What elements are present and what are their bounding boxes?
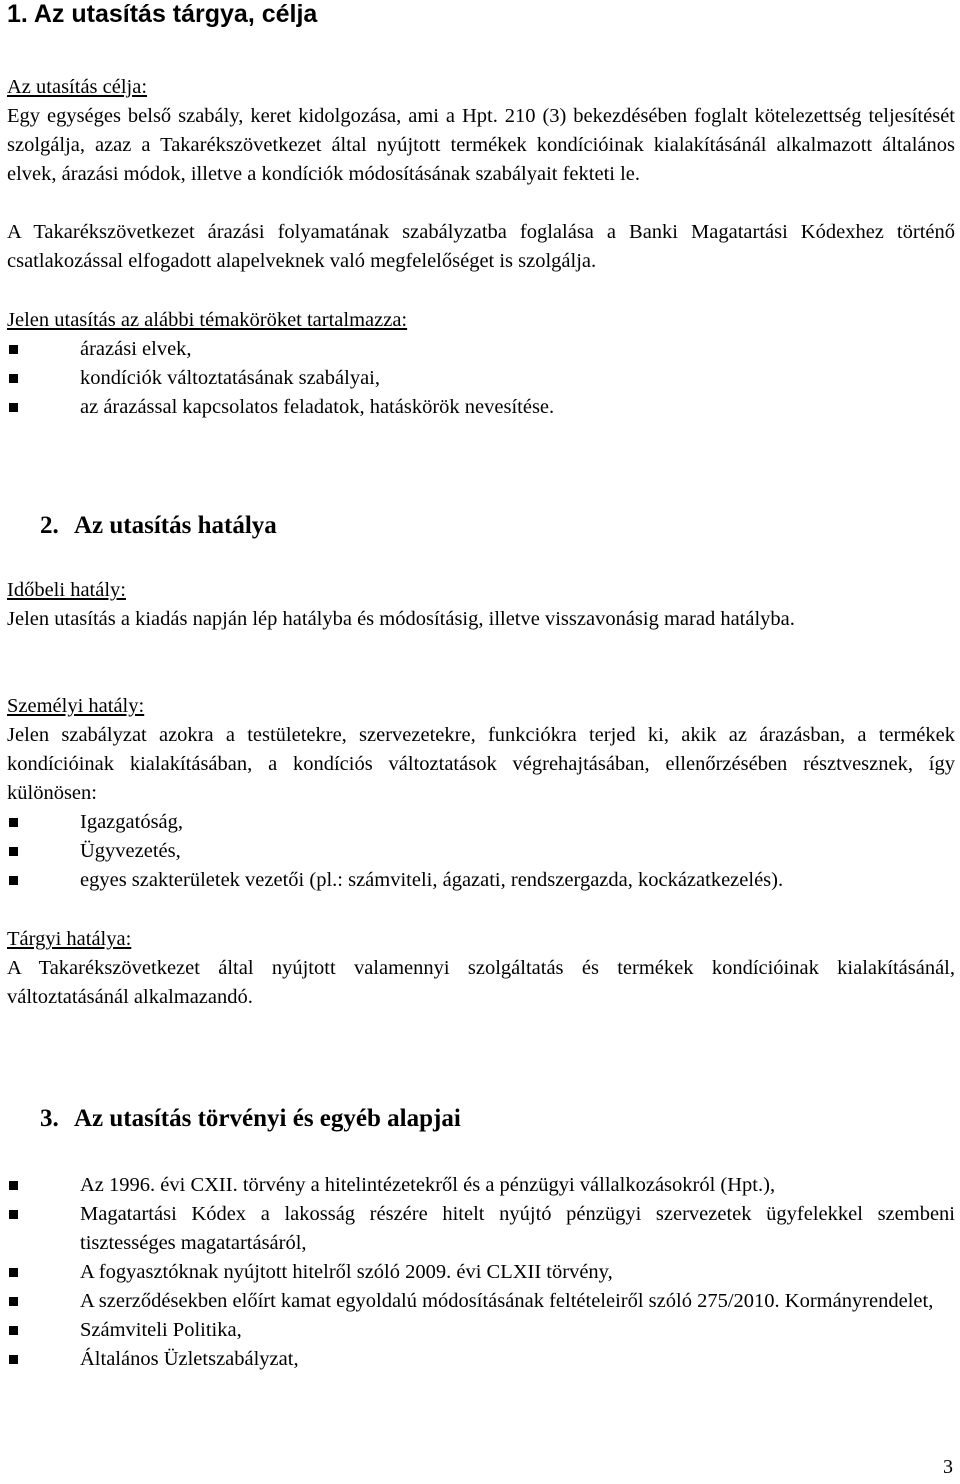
section1-heading: 1. Az utasítás tárgya, célja [7,0,318,28]
bullet-square-icon [9,1181,18,1190]
page-number: 3 [943,1456,953,1478]
list-item: Számviteli Politika, [7,1316,955,1345]
time-scope-text: Jelen utasítás a kiadás napján lép hatályba és módosításig, illetve visszavonásig marad hatályba. [7,608,795,630]
list-item: Magatartási Kódex a lakosság részére hitelt nyújtó pénzügyi szervezetek ügyfelekkel szembeni tisztességes magatartásáról, [7,1200,955,1258]
section3-heading [40,1104,461,1134]
list-item: A szerződésekben előírt kamat egyoldalú módosításának feltételeiről szóló 275/2010. Kormányrendelet, [7,1287,955,1316]
bullet-square-icon [9,403,18,412]
time-scope-label: Időbeli hatály: [7,579,126,601]
bullet-square-icon [9,1210,18,1219]
legal-basis-list [7,1171,955,1374]
topics-list [7,335,955,422]
bullet-square-icon [9,818,18,827]
list-item: A fogyasztóknak nyújtott hitelről szóló 2009. évi CLXII törvény, [7,1258,955,1287]
section2-title: Az utasítás hatálya [74,512,277,539]
personal-scope-text: Jelen szabályzat azokra a testületekre, szervezetekre, funkciókra terjed ki, akik az árazásban, a termékek kondícióinak kialakításában, a kondíciós változtatások végrehajtásában, ellenőrzésében résztvesznek, így különösen: [7,724,955,804]
section2-heading [40,511,277,541]
section2-number: 2. [40,512,59,539]
bullet-square-icon [9,1297,18,1306]
list-item: Igazgatóság, [7,808,955,837]
goal-text: Egy egységes belső szabály, keret kidolgozása, ami a Hpt. 210 (3) bekezdésében foglalt kötelezettség teljesítését szolgálja, azaz a Takarékszövetkezet által nyújtott termékek kondícióinak kialakításánál alkalmazott általános elvek, árazási módok, illetve a kondíciók módosításának szabályait fekteti le. [7,105,955,185]
goal-text-2: A Takarékszövetkezet árazási folyamatának szabályzatba foglalása a Banki Magatartási Kódexhez történő csatlakozással elfogadott alapelveknek való megfelelőséget is szolgálja. [7,221,955,272]
personal-scope-label: Személyi hatály: [7,695,145,717]
list-item: árazási elvek, [7,335,955,364]
goal-label: Az utasítás célja: [7,76,148,98]
subject-scope-label: Tárgyi hatálya: [7,928,132,950]
list-item: Ügyvezetés, [7,837,955,866]
bullet-square-icon [9,345,18,354]
list-item: egyes szakterületek vezetői (pl.: számviteli, ágazati, rendszergazda, kockázatkezelés). [7,866,955,895]
bullet-square-icon [9,1326,18,1335]
topics-label: Jelen utasítás az alábbi témaköröket tartalmazza: [7,309,408,331]
bullet-square-icon [9,876,18,885]
bullet-square-icon [9,1355,18,1364]
section3-title: Az utasítás törvényi és egyéb alapjai [74,1105,461,1132]
list-item: az árazással kapcsolatos feladatok, hatáskörök nevesítése. [7,393,955,422]
personal-scope-list [7,808,955,895]
bullet-square-icon [9,847,18,856]
list-item: Az 1996. évi CXII. törvény a hitelintézetekről és a pénzügyi vállalkozásokról (Hpt.), [7,1171,955,1200]
bullet-square-icon [9,374,18,383]
section3-number: 3. [40,1105,59,1132]
list-item: Általános Üzletszabályzat, [7,1345,955,1374]
bullet-square-icon [9,1268,18,1277]
subject-scope-text: A Takarékszövetkezet által nyújtott valamennyi szolgáltatás és termékek kondícióinak kialakításánál, változtatásánál alkalmazandó. [7,957,955,1008]
list-item: kondíciók változtatásának szabályai, [7,364,955,393]
